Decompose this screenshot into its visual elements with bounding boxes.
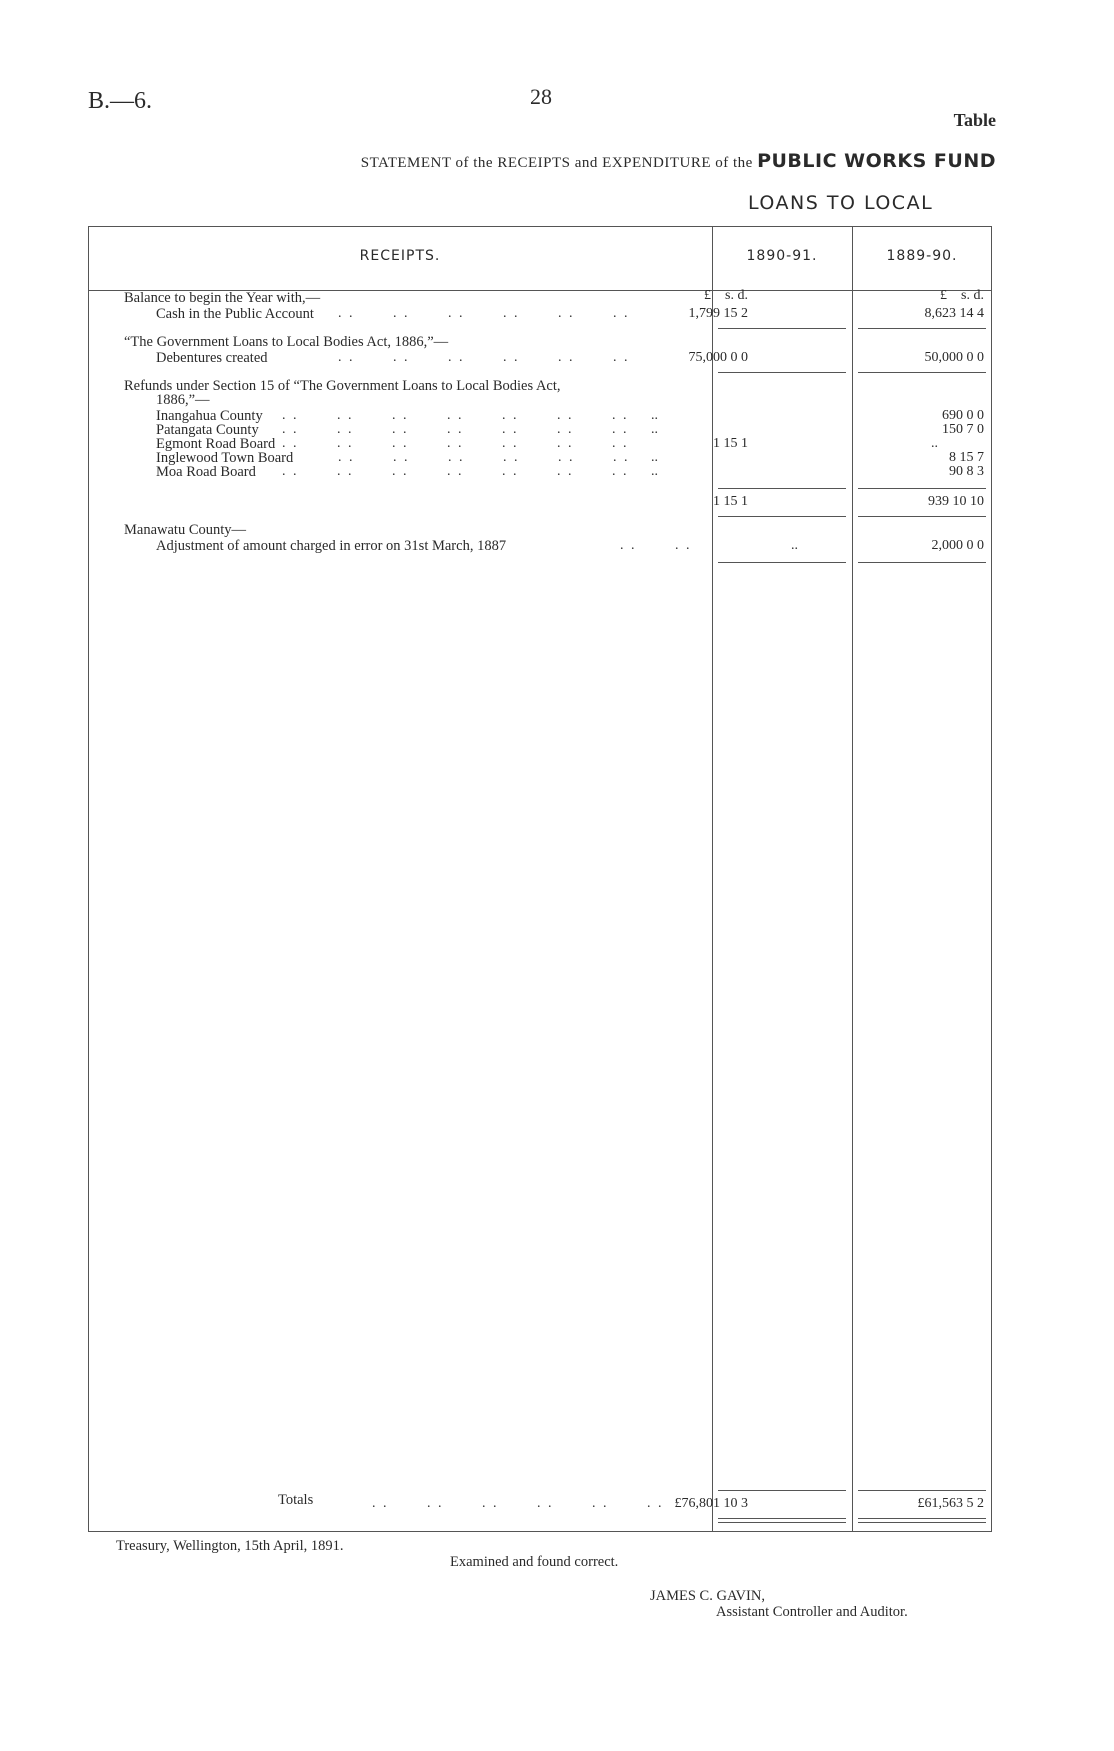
cash-amount-y1: 1,799 15 2 [688, 306, 748, 321]
refund-label: Moa Road Board [156, 464, 256, 480]
act-label: “The Government Loans to Local Bodies Act, 1886,”— [124, 334, 449, 350]
debentures-amount-y1: 75,000 0 0 [688, 350, 748, 365]
totals-label: Totals [278, 1492, 314, 1508]
subtotal-rule [858, 516, 986, 517]
statement-subtitle: LOANS TO LOCAL [748, 192, 934, 214]
treasury-date: Treasury, Wellington, 15th April, 1891. [116, 1538, 344, 1554]
subtotal-rule [858, 562, 986, 563]
column-divider-1 [712, 226, 713, 1532]
refunds-label-year: 1886,”— [156, 392, 210, 408]
adjustment-amount-y2: 2,000 0 0 [931, 538, 984, 553]
adjustment-amount-y1: .. [791, 538, 798, 553]
document-code: B.—6. [88, 88, 153, 114]
totals-rule [858, 1490, 986, 1491]
refund-amount-y1: .. [651, 450, 658, 465]
statement-title-prefix: STATEMENT of the RECEIPTS and EXPENDITURE of the [360, 155, 753, 171]
subtotal-rule [858, 488, 986, 489]
refund-label: Patangata County [156, 422, 259, 438]
totals-double-rule [718, 1522, 846, 1523]
page-number: 28 [530, 84, 552, 109]
refund-amount-y1: .. [651, 464, 658, 479]
currency-heading-y1: £ s. d. [704, 288, 748, 303]
totals-double-rule [858, 1522, 986, 1523]
currency-heading-y2: £ s. d. [940, 288, 984, 303]
receipts-column-header: RECEIPTS. [359, 248, 441, 264]
column-divider-2 [852, 226, 853, 1532]
refunds-total-y1: 1 15 1 [713, 494, 748, 509]
leader-dots: . . . . . . . . . . . . . . [282, 408, 629, 423]
leader-dots: . . . . . . . . . . . . [338, 450, 630, 465]
refund-amount-y1: .. [651, 422, 658, 437]
debentures-label: Debentures created [156, 350, 268, 366]
refund-amount-y2: .. [931, 436, 938, 451]
subtotal-rule [718, 516, 846, 517]
manawatu-label: Manawatu County— [124, 522, 247, 538]
signatory-name: JAMES C. GAVIN, [650, 1588, 765, 1604]
leader-dots: . . . . . . . . . . . . [372, 1496, 664, 1511]
leader-dots: . . . . . . . . . . . . [338, 306, 630, 321]
subtotal-rule [858, 328, 986, 329]
year-1890-91-header: 1890-91. [746, 248, 818, 264]
leader-dots: . . . . . . . . . . . . . . [282, 464, 629, 479]
table-bottom-border [88, 1531, 992, 1532]
table-right-border [991, 226, 992, 1532]
refund-amount-y2: 690 0 0 [942, 408, 984, 423]
refund-amount-y2: 8 15 7 [949, 450, 984, 465]
refund-amount-y1: .. [651, 408, 658, 423]
totals-double-rule [858, 1518, 986, 1519]
subtotal-rule [718, 562, 846, 563]
totals-amount-y1: £76,801 10 3 [674, 1496, 748, 1511]
statement-title [361, 150, 996, 172]
subtotal-rule [718, 372, 846, 373]
year-1889-90-header: 1889-90. [886, 248, 958, 264]
leader-dots: . . . . . . . . . . . . [338, 350, 630, 365]
totals-double-rule [718, 1518, 846, 1519]
examined-note: Examined and found correct. [450, 1554, 619, 1570]
table-left-border [88, 226, 89, 1532]
subtotal-rule [718, 488, 846, 489]
leader-dots: . . . . . . . . . . . . . . [282, 422, 629, 437]
leader-dots: . . . . . . . . . . . . . . [282, 436, 629, 451]
refund-label: Inglewood Town Board [156, 450, 294, 466]
refunds-label: Refunds under Section 15 of “The Government Loans to Local Bodies Act, [124, 378, 561, 394]
refund-label: Egmont Road Board [156, 436, 276, 452]
debentures-amount-y2: 50,000 0 0 [924, 350, 984, 365]
refund-amount-y1: 1 15 1 [713, 436, 748, 451]
refund-label: Inangahua County [156, 408, 263, 424]
refunds-total-y2: 939 10 10 [928, 494, 984, 509]
adjustment-label: Adjustment of amount charged in error on 31st March, 1887 [156, 538, 507, 554]
cash-amount-y2: 8,623 14 4 [924, 306, 984, 321]
cash-label: Cash in the Public Account [156, 306, 314, 322]
refund-amount-y2: 150 7 0 [942, 422, 984, 437]
table-top-border [88, 226, 992, 227]
totals-amount-y2: £61,563 5 2 [917, 1496, 984, 1511]
signatory-position: Assistant Controller and Auditor. [716, 1604, 908, 1620]
balance-label: Balance to begin the Year with,— [124, 290, 321, 306]
statement-title-fund: PUBLIC WORKS FUND [757, 150, 996, 172]
subtotal-rule [858, 372, 986, 373]
leader-dots: . . . . [620, 538, 692, 553]
subtotal-rule [718, 328, 846, 329]
receipts-table [88, 226, 992, 1532]
table-label: Table [953, 110, 996, 130]
totals-rule [718, 1490, 846, 1491]
refund-amount-y2: 90 8 3 [949, 464, 984, 479]
